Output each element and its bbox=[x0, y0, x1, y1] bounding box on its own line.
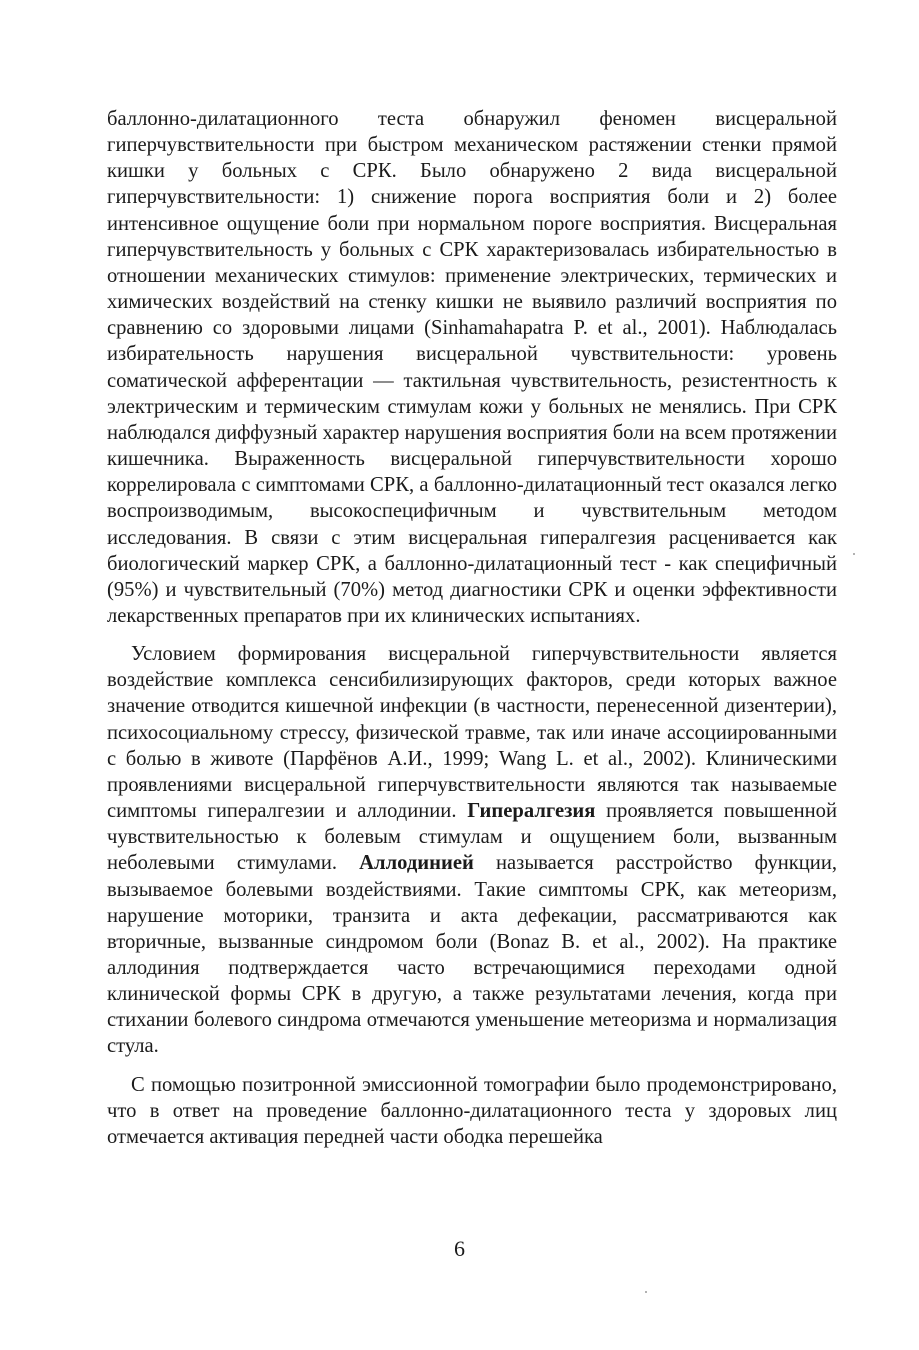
term-allodynia: Аллодинией bbox=[359, 852, 474, 875]
term-hyperalgesia: Гипералгезия bbox=[467, 800, 596, 823]
paragraph-hyperalgesia-allodynia bbox=[107, 641, 837, 1060]
document-page bbox=[107, 106, 837, 1150]
page-number: 6 bbox=[454, 1236, 465, 1261]
paragraph-text: называется расстройство функции, вызываемое болевыми воздействиями. Такие симптомы СРК, как метеоризм, нарушение моторики, транзита и акта дефекации, рассматриваются как вторичные, вызванные синдромом боли (Bonaz B. et al., 2002). На практике аллодиния подтверждается часто встречающимися переходами одной клинической формы СРК в другую, а также результатами лечения, когда при стихании болевого синдрома отмечаются уменьшение метеоризма и нормализация стула. bbox=[107, 852, 837, 1058]
paragraph-text: проявляется повышенной чувствительностью к болевым стимулам и ощущением боли, вызванным неболевыми стимулами. bbox=[107, 800, 838, 875]
paragraph-text: Условием формирования висцеральной гиперчувствительности является воздействие комплекса сенсибилизирующих факторов, среди которых важное значение отводится кишечной инфекции (в частности, перенесенной дизентерии), психосоциальному стрессу, физической травме, так или иначе ассоциированными с болью в животе (Парфёнов А.И., 1999; Wang L. et al., 2002). Клиническими проявлениями висцеральной гиперчувствительности являются так называемые симптомы гипералгезии и аллодинии. bbox=[107, 643, 837, 823]
scan-speck bbox=[645, 1291, 647, 1293]
scan-speck bbox=[853, 553, 855, 555]
paragraph-visceral-hypersensitivity: баллонно-дилатационного теста обнаружил феномен висцеральной гиперчувствительности при быстром механическом растяжении стенки прямой кишки у больных с СРК. Было обнаружено 2 вида висцеральной гиперчувствительности: 1) снижение порога восприятия боли и 2) более интенсивное ощущение боли при нормальном пороге восприятия. Висцеральная гиперчувствительность у больных с СРК характеризовалась избирательностью в отношении механических стимулов: применение электрических, термических и химических воздействий на стенку кишки не выявило различий восприятия по сравнению со здоровыми лицами (Sinhamahapatra P. et al., 2001). Наблюдалась избирательность нарушения висцеральной чувствительности: уровень соматической афферентации — тактильная чувствительность, резистентность к электрическим и термическим стимулам кожи у больных не менялись. При СРК наблюдался диффузный характер нарушения восприятия боли на всем протяжении кишечника. Выраженность висцеральной гиперчувствительности хорошо коррелировала с симптомами СРК, а баллонно-дилатационный тест оказался легко воспроизводимым, высокоспецифичным и чувствительным методом исследования. В связи с этим висцеральная гипералгезия расценивается как биологический маркер СРК, а баллонно-дилатационный тест - как специфичный (95%) и чувствительный (70%) метод диагностики СРК и оценки эффективности лекарственных препаратов при их клинических испытаниях. bbox=[107, 108, 837, 627]
paragraph-pet-imaging: С помощью позитронной эмиссионной томографии было продемонстрировано, что в ответ на проведение баллонно-дилатационного теста у здоровых лиц отмечается активация передней части ободка перешейка bbox=[107, 1073, 837, 1148]
